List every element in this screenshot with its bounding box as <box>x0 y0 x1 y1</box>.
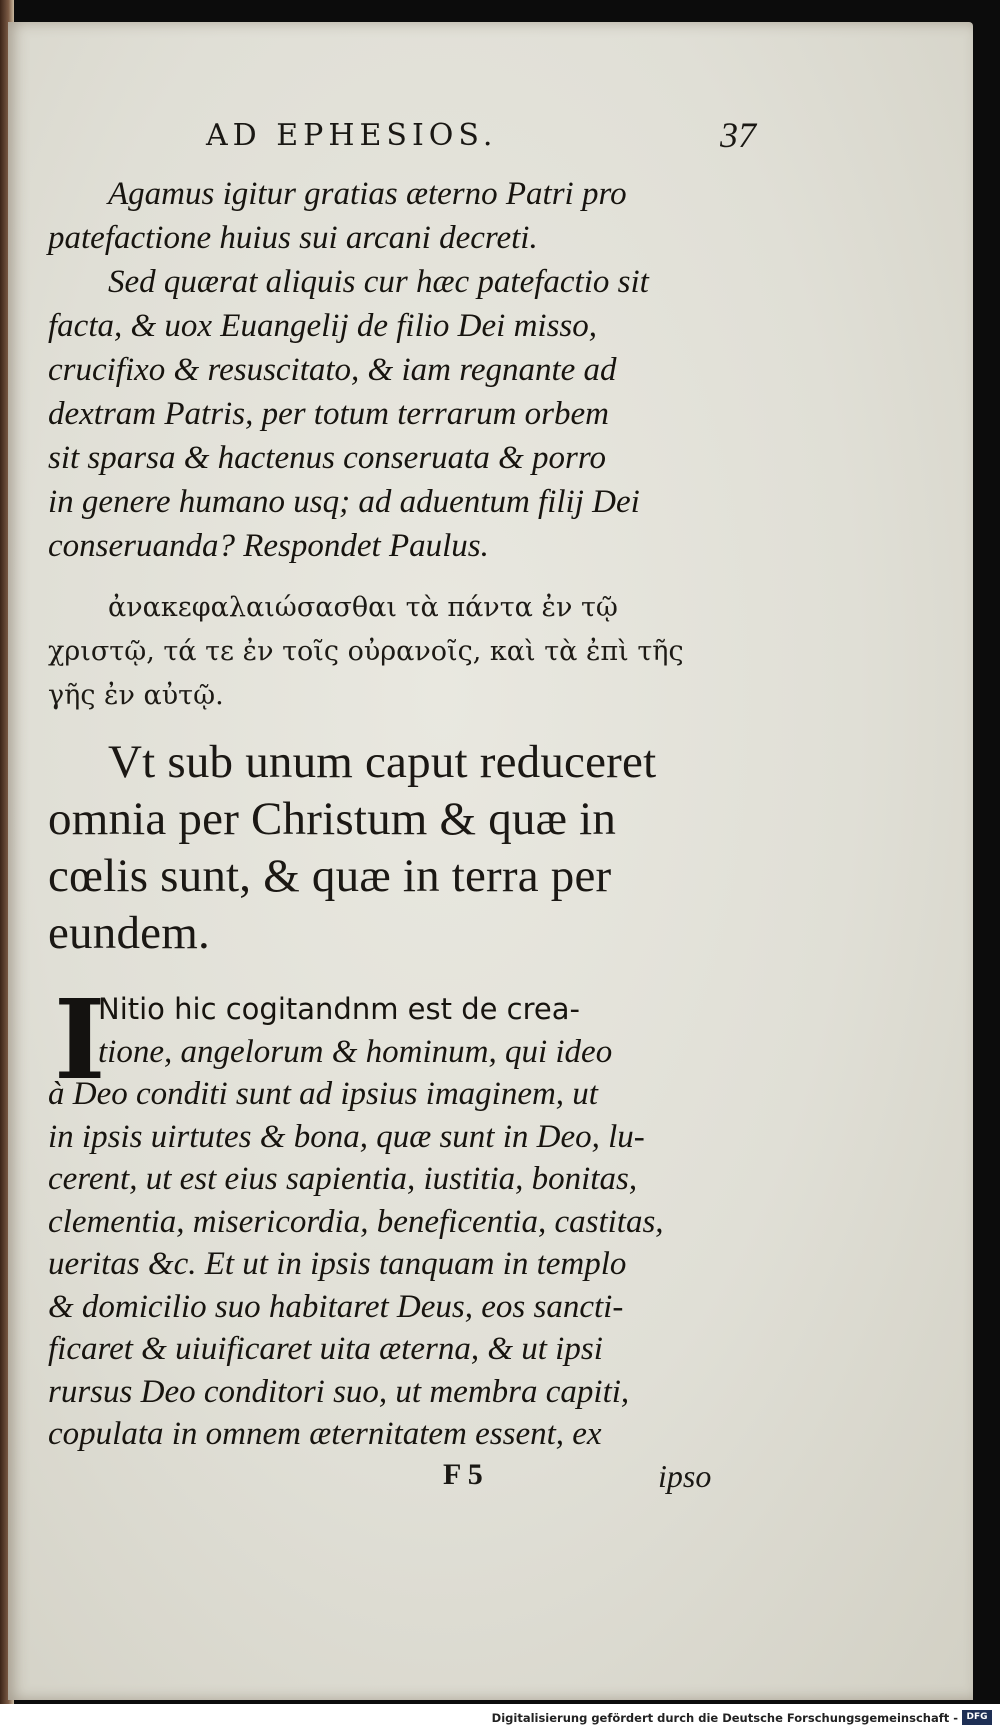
verse-line: cœlis sunt, & quæ in terra per <box>48 850 612 902</box>
paragraph-thanksgiving <box>48 172 728 260</box>
commentary-line: à Deo conditi sunt ad ipsius imaginem, ut <box>48 1076 598 1112</box>
verse-line: eundem. <box>48 907 210 959</box>
commentary-line: ueritas &c. Et ut in ipsis tanquam in templo <box>48 1246 627 1282</box>
text-line: dextram Patris, per totum terrarum orbem <box>48 396 609 432</box>
text-line: Agamus igitur gratias æterno Patri pro <box>108 176 627 212</box>
greek-line: γῆς ἐν αὐτῷ. <box>48 680 224 711</box>
catchword: ipso <box>658 1457 712 1494</box>
running-title: AD EPHESIOS. <box>206 118 498 153</box>
commentary-line: & domicilio suo habitaret Deus, eos sancti- <box>48 1288 624 1325</box>
text-line: patefactione huius sui arcani decreti. <box>48 220 538 256</box>
digitization-footer <box>0 1704 1000 1730</box>
signature-mark: F 5 <box>443 1457 483 1491</box>
page-header <box>48 112 756 172</box>
text-line: in genere humano usq; ad aduentum filij Dei <box>48 484 640 520</box>
greek-line: ἀνακεφαλαιώσασθαι τὰ πάντα ἐν τῷ <box>108 592 618 623</box>
commentary-paragraph <box>48 975 728 1456</box>
commentary-line: cerent, ut est eius sapientia, iustitia, bonitas, <box>48 1161 638 1197</box>
dfg-logo: DFG <box>962 1710 992 1725</box>
drop-cap-initial: I <box>54 975 106 1104</box>
page-text <box>48 112 756 1498</box>
commentary-line: copulata in omnem æternitatem essent, ex <box>48 1416 602 1452</box>
verse-line: omnia per Christum & quæ in <box>48 793 617 845</box>
verse-line: Vt sub unum caput reduceret <box>108 736 657 788</box>
page-foot <box>48 1458 728 1498</box>
text-line: sit sparsa & hactenus conseruata & porro <box>48 440 606 476</box>
book-page <box>8 22 973 1700</box>
greek-quotation <box>48 586 728 718</box>
italic-text <box>48 172 728 568</box>
text-line: facta, & uox Euangelij de filio Dei misso, <box>48 308 598 344</box>
funding-credit: Digitalisierung gefördert durch die Deutsche Forschungsgemeinschaft - <box>491 1711 958 1725</box>
commentary-line: clementia, misericordia, beneficentia, castitas, <box>48 1203 664 1240</box>
text-line: Sed quærat aliquis cur hæc patefactio sit <box>108 264 649 300</box>
commentary-line: in ipsis uirtutes & bona, quæ sunt in Deo, lu- <box>48 1118 645 1155</box>
greek-line: χριστῷ, τά τε ἐν τοῖς οὐρανοῖς, καὶ τὰ ἐπὶ τῆς <box>48 636 684 667</box>
text-line: conseruanda? Respondet Paulus. <box>48 528 489 564</box>
commentary-line: rursus Deo conditori suo, ut membra capiti, <box>48 1373 630 1410</box>
text-line: crucifixo & resuscitato, & iam regnante ad <box>48 352 617 388</box>
commentary-line: Nitio hic cogitandnm est de crea- <box>98 992 580 1026</box>
scripture-verse <box>48 734 728 962</box>
paragraph-question <box>48 260 728 568</box>
commentary-line: ficaret & uiuificaret uita æterna, & ut ipsi <box>48 1331 603 1367</box>
folio-number: 37 <box>720 115 756 155</box>
commentary-line: tione, angelorum & hominum, qui ideo <box>98 1033 613 1070</box>
